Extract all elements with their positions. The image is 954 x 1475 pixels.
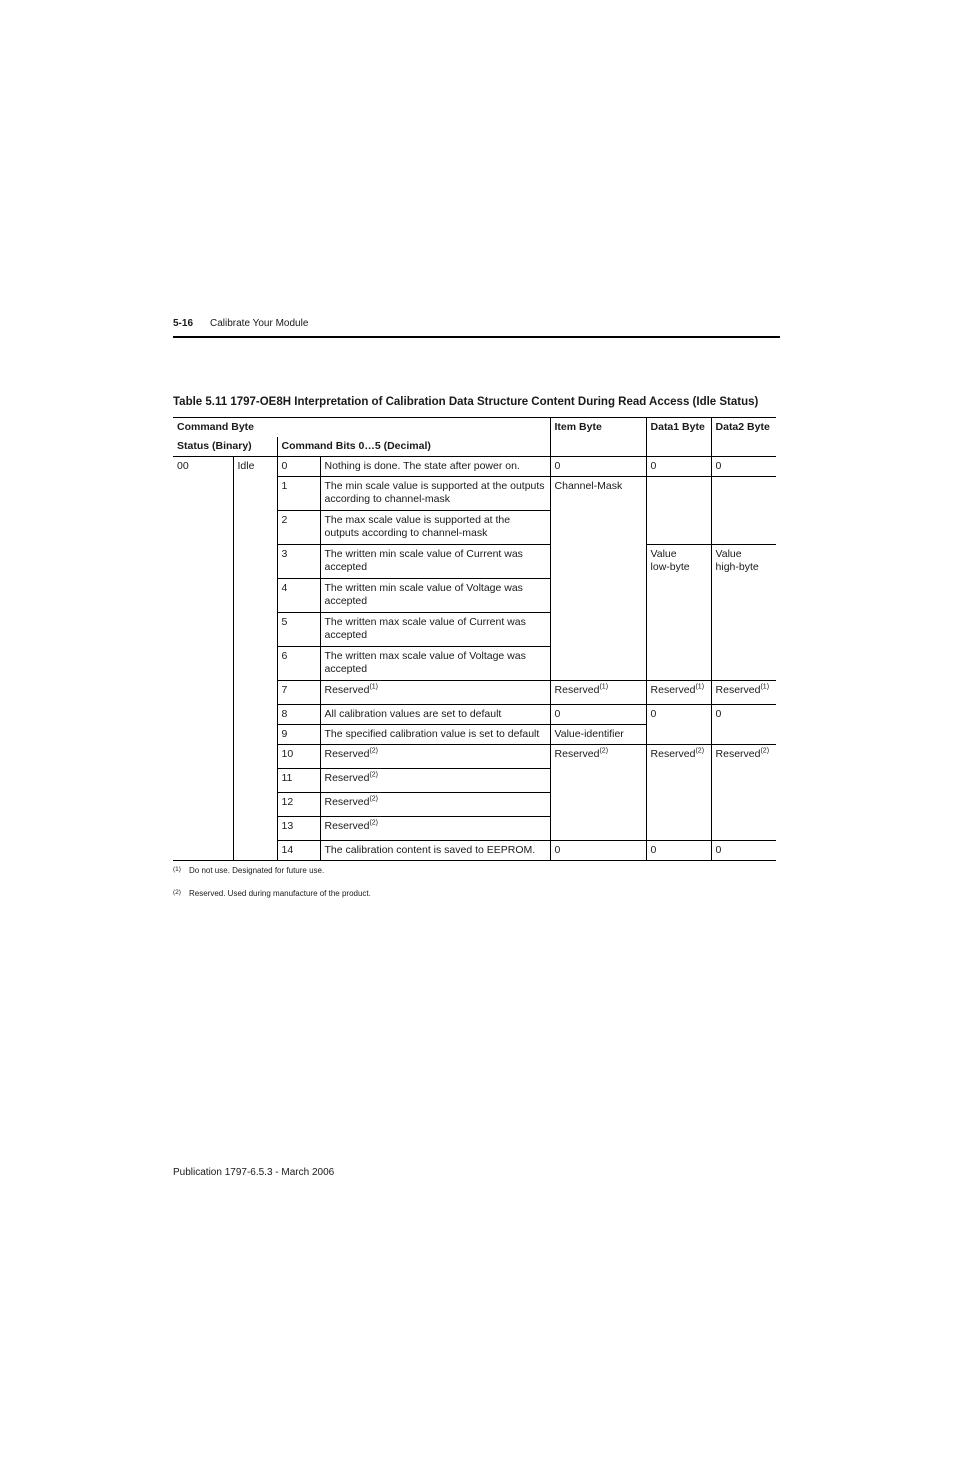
data2-byte-cell: Reserved$^{(1)}$ (711, 681, 776, 705)
status-name-cell: Idle (233, 457, 277, 861)
page-header (173, 318, 780, 338)
description-cell: The calibration content is saved to EEPROM. (320, 841, 550, 861)
description-cell: The written min scale value of Voltage was accepted (320, 579, 550, 613)
page-number: 5-16 (173, 318, 194, 329)
bits-cell: 2 (277, 511, 320, 545)
header-row-1 (173, 418, 776, 438)
item-byte-cell: Reserved$^{(2)}$ (550, 745, 646, 841)
table-caption: Table 5.11 1797-OE8H Interpretation of Calibration Data Structure Content During Read Access (Idle Status) (173, 396, 759, 408)
item-byte-cell: 0 (550, 705, 646, 725)
description-cell: The written max scale value of Current was accepted (320, 613, 550, 647)
bits-cell: 9 (277, 725, 320, 745)
header-data1-byte: Data1 Byte (646, 418, 711, 457)
description-cell: Reserved$^{(2)}$ (320, 769, 550, 793)
bits-cell: 3 (277, 545, 320, 579)
data1-byte-cell (646, 477, 711, 545)
data1-byte-cell: 0 (646, 457, 711, 477)
bits-cell: 6 (277, 647, 320, 681)
bits-cell: 10 (277, 745, 320, 769)
footnote-mark: (2) (173, 889, 181, 896)
description-cell: Reserved$^{(2)}$ (320, 817, 550, 841)
bits-cell: 1 (277, 477, 320, 511)
item-byte-cell: 0 (550, 841, 646, 861)
bits-cell: 0 (277, 457, 320, 477)
publication-footer: Publication 1797-6.5.3 - March 2006 (173, 1167, 335, 1178)
data1-byte-cell: Value low-byte (646, 545, 711, 681)
data1-byte-cell: 0 (646, 841, 711, 861)
bits-cell: 5 (277, 613, 320, 647)
item-byte-cell: Value-identifier (550, 725, 646, 745)
table-row (173, 457, 776, 477)
description-cell: The min scale value is supported at the outputs according to channel-mask (320, 477, 550, 511)
section-title: Calibrate Your Module (210, 318, 309, 329)
status-binary-cell: 00 (173, 457, 233, 861)
data2-byte-cell: Value high-byte (711, 545, 776, 681)
data2-byte-cell: 0 (711, 457, 776, 477)
bits-cell: 13 (277, 817, 320, 841)
bits-cell: 7 (277, 681, 320, 705)
header-item-byte: Item Byte (550, 418, 646, 457)
description-cell: The max scale value is supported at the outputs according to channel-mask (320, 511, 550, 545)
footnote-text: Reserved. Used during manufacture of the product. (189, 889, 371, 898)
calibration-table (173, 417, 776, 861)
description-cell: The written min scale value of Current was accepted (320, 545, 550, 579)
data1-byte-cell: Reserved$^{(1)}$ (646, 681, 711, 705)
description-cell: The written max scale value of Voltage was accepted (320, 647, 550, 681)
header-status-binary: Status (Binary) (173, 437, 277, 457)
item-byte-cell: 0 (550, 457, 646, 477)
footnote-mark: (1) (173, 866, 181, 873)
description-cell: The specified calibration value is set to default (320, 725, 550, 745)
bits-cell: 4 (277, 579, 320, 613)
bits-cell: 8 (277, 705, 320, 725)
description-cell: Reserved$^{(1)}$ (320, 681, 550, 705)
bits-cell: 14 (277, 841, 320, 861)
data2-byte-cell: 0 (711, 841, 776, 861)
bits-cell: 11 (277, 769, 320, 793)
description-cell: Nothing is done. The state after power on. (320, 457, 550, 477)
footnotes (173, 866, 371, 912)
description-cell: All calibration values are set to default (320, 705, 550, 725)
description-cell: Reserved$^{(2)}$ (320, 793, 550, 817)
header-data2-byte: Data2 Byte (711, 418, 776, 457)
bits-cell: 12 (277, 793, 320, 817)
footnote-2 (173, 889, 371, 898)
data2-byte-cell: 0 (711, 705, 776, 745)
header-command-bits: Command Bits 0…5 (Decimal) (277, 437, 550, 457)
data1-byte-cell: 0 (646, 705, 711, 745)
item-byte-cell: Reserved$^{(1)}$ (550, 681, 646, 705)
data1-byte-cell: Reserved$^{(2)}$ (646, 745, 711, 841)
data2-byte-cell (711, 477, 776, 545)
data2-byte-cell: Reserved$^{(2)}$ (711, 745, 776, 841)
header-command-byte: Command Byte (173, 418, 550, 438)
description-cell: Reserved$^{(2)}$ (320, 745, 550, 769)
item-byte-cell: Channel-Mask (550, 477, 646, 681)
footnote-text: Do not use. Designated for future use. (189, 866, 325, 875)
footnote-1 (173, 866, 371, 875)
